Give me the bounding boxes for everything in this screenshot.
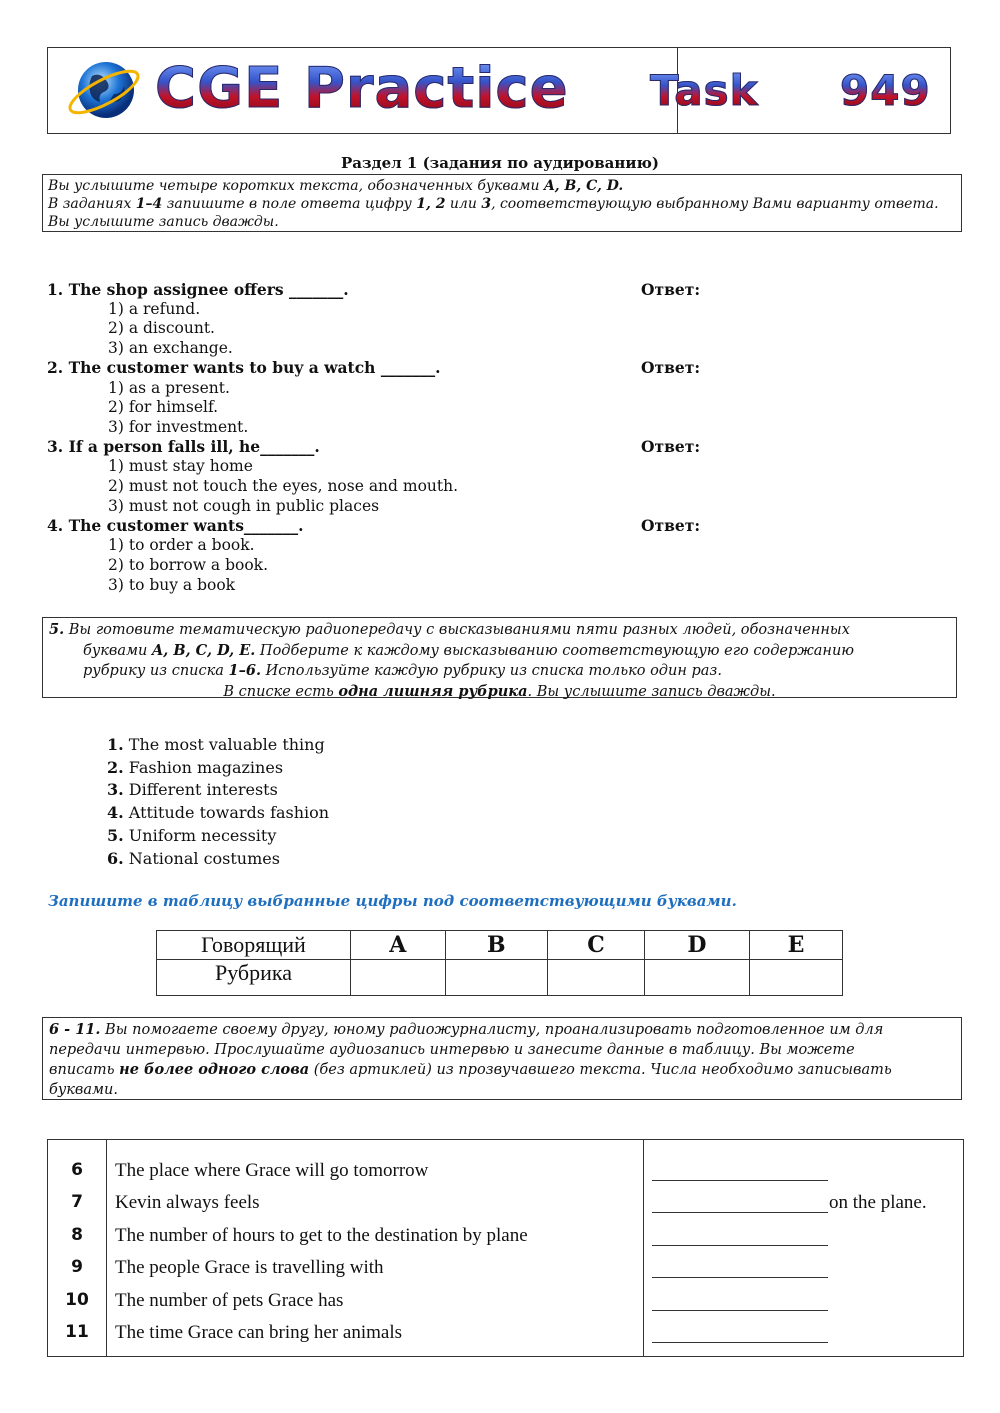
- section1-instructions: [42, 174, 962, 232]
- q3-option-1: 1) must stay home: [108, 457, 253, 475]
- answer-label-2[interactable]: Ответ:: [641, 358, 701, 377]
- speaker-letter-d: D: [644, 931, 749, 960]
- answer-label-1[interactable]: Ответ:: [641, 280, 701, 299]
- answer-cell-b[interactable]: [445, 960, 548, 996]
- speaker-header: Говорящий: [157, 931, 351, 960]
- rubric-item: 3. Different interests: [107, 780, 278, 800]
- row-text: Kevin always feels: [115, 1192, 260, 1213]
- instruction-line-3: Вы услышите запись дважды.: [48, 214, 279, 230]
- table-row: [48, 1192, 963, 1224]
- answer-cell-c[interactable]: [548, 960, 645, 996]
- task5-line-4: В списке есть одна лишняя рубрика. Вы услышите запись дважды.: [223, 682, 776, 700]
- q1-option-2: 2) a discount.: [108, 319, 215, 337]
- rubric-list: [107, 734, 329, 870]
- answer-blank[interactable]: [652, 1310, 828, 1311]
- row-number: 7: [71, 1192, 83, 1212]
- row-text: The time Grace can bring her animals: [115, 1322, 402, 1343]
- table-row: [48, 1290, 963, 1322]
- task6-line-3: вписать не более одного слова (без артиклей) из прозвучавшего текста. Числа необходимо записывать: [49, 1061, 892, 1078]
- answer-blank[interactable]: [652, 1245, 828, 1246]
- row-number: 8: [71, 1225, 83, 1245]
- row-text: The number of hours to get to the destination by plane: [115, 1225, 528, 1246]
- question-2: 2. The customer wants to buy a watch _______.: [47, 358, 441, 377]
- rubric-item: 4. Attitude towards fashion: [107, 803, 330, 823]
- q1-option-1: 1) a refund.: [108, 300, 201, 318]
- answer-blank[interactable]: [652, 1342, 828, 1343]
- speaker-letter-b: B: [445, 931, 548, 960]
- instruction-line-2: В заданиях 1–4 запишите в поле ответа цифру 1, 2 или 3, соответствующую выбранному Вами варианту ответа.: [48, 196, 939, 212]
- row-number: 10: [65, 1290, 89, 1310]
- row-number: 9: [71, 1257, 83, 1277]
- answer-cell-d[interactable]: [644, 960, 749, 996]
- logo-title: CGE Practice: [155, 56, 569, 121]
- task5-line-1: 5. Вы готовите тематическую радиопередачу с высказываниями пяти разных людей, обозначенных: [49, 621, 850, 638]
- speaker-letter-c: C: [548, 931, 645, 960]
- answer-blank[interactable]: [652, 1277, 828, 1278]
- section-title: Раздел 1 (задания по аудированию): [341, 154, 659, 172]
- question-1: 1. The shop assignee offers _______.: [47, 280, 349, 299]
- q1-option-3: 3) an exchange.: [108, 339, 233, 357]
- task6-line-1: 6 - 11. Вы помогаете своему другу, юному радиожурналисту, проанализировать подготовленное им для: [49, 1021, 884, 1038]
- answer-cell-a[interactable]: [351, 960, 446, 996]
- globe-logo-icon: [62, 54, 144, 126]
- row-suffix: on the plane.: [829, 1192, 927, 1213]
- task5-instructions: [42, 617, 957, 698]
- table-row: [48, 1160, 963, 1192]
- row-number: 6: [71, 1160, 83, 1180]
- task5-line-2: буквами A, B, C, D, E. Подберите к каждому высказыванию соответствующую его содержанию: [83, 641, 855, 659]
- task-number: 949: [840, 66, 931, 115]
- speaker-letter-e: E: [749, 931, 842, 960]
- instruction-line-1: Вы услышите четыре коротких текста, обозначенных буквами A, B, C, D.: [48, 178, 624, 194]
- table-row: [48, 1322, 963, 1354]
- q4-option-3: 3) to buy a book: [108, 576, 236, 594]
- interview-table: [47, 1139, 964, 1357]
- rubric-item: 5. Uniform necessity: [107, 825, 277, 845]
- task6-line-2: передачи интервью. Прослушайте аудиозапись интервью и занесите данные в таблицу. Вы можете: [49, 1042, 855, 1058]
- answer-blank[interactable]: [652, 1180, 828, 1181]
- q2-option-1: 1) as a present.: [108, 379, 230, 397]
- question-3: 3. If a person falls ill, he_______.: [47, 437, 320, 456]
- row-text: The place where Grace will go tomorrow: [115, 1160, 429, 1181]
- table-instruction: Запишите в таблицу выбранные цифры под соответствующими буквами.: [48, 892, 737, 910]
- q4-option-2: 2) to borrow a book.: [108, 556, 268, 574]
- task6-line-4: буквами.: [49, 1082, 118, 1098]
- answer-label-4[interactable]: Ответ:: [641, 516, 701, 535]
- answer-cell-e[interactable]: [749, 960, 842, 996]
- row-text: The people Grace is travelling with: [115, 1257, 384, 1278]
- q3-option-2: 2) must not touch the eyes, nose and mouth.: [108, 477, 459, 495]
- q4-option-1: 1) to order a book.: [108, 536, 255, 554]
- rubric-item: 2. Fashion magazines: [107, 757, 284, 777]
- task-label: Task: [650, 66, 759, 115]
- answer-label-3[interactable]: Ответ:: [641, 437, 701, 456]
- row-number: 11: [65, 1322, 89, 1342]
- q2-option-2: 2) for himself.: [108, 398, 219, 416]
- question-4: 4. The customer wants_______.: [47, 516, 304, 535]
- task5-line-3: рубрику из списка 1–6. Используйте каждую рубрику из списка только один раз.: [83, 662, 722, 679]
- speaker-letter-a: A: [351, 931, 446, 960]
- answer-blank[interactable]: [652, 1212, 828, 1213]
- row-text: The number of pets Grace has: [115, 1290, 344, 1311]
- rubric-header: Рубрика: [157, 960, 351, 996]
- rubric-item: 6. National costumes: [107, 848, 280, 868]
- table-row: [48, 1225, 963, 1257]
- header: [47, 47, 951, 134]
- q2-option-3: 3) for investment.: [108, 418, 249, 436]
- q3-option-3: 3) must not cough in public places: [108, 497, 380, 515]
- speaker-table: [156, 930, 843, 996]
- task6-instructions: [42, 1017, 962, 1100]
- table-row: [48, 1257, 963, 1289]
- rubric-item: 1. The most valuable thing: [107, 735, 325, 754]
